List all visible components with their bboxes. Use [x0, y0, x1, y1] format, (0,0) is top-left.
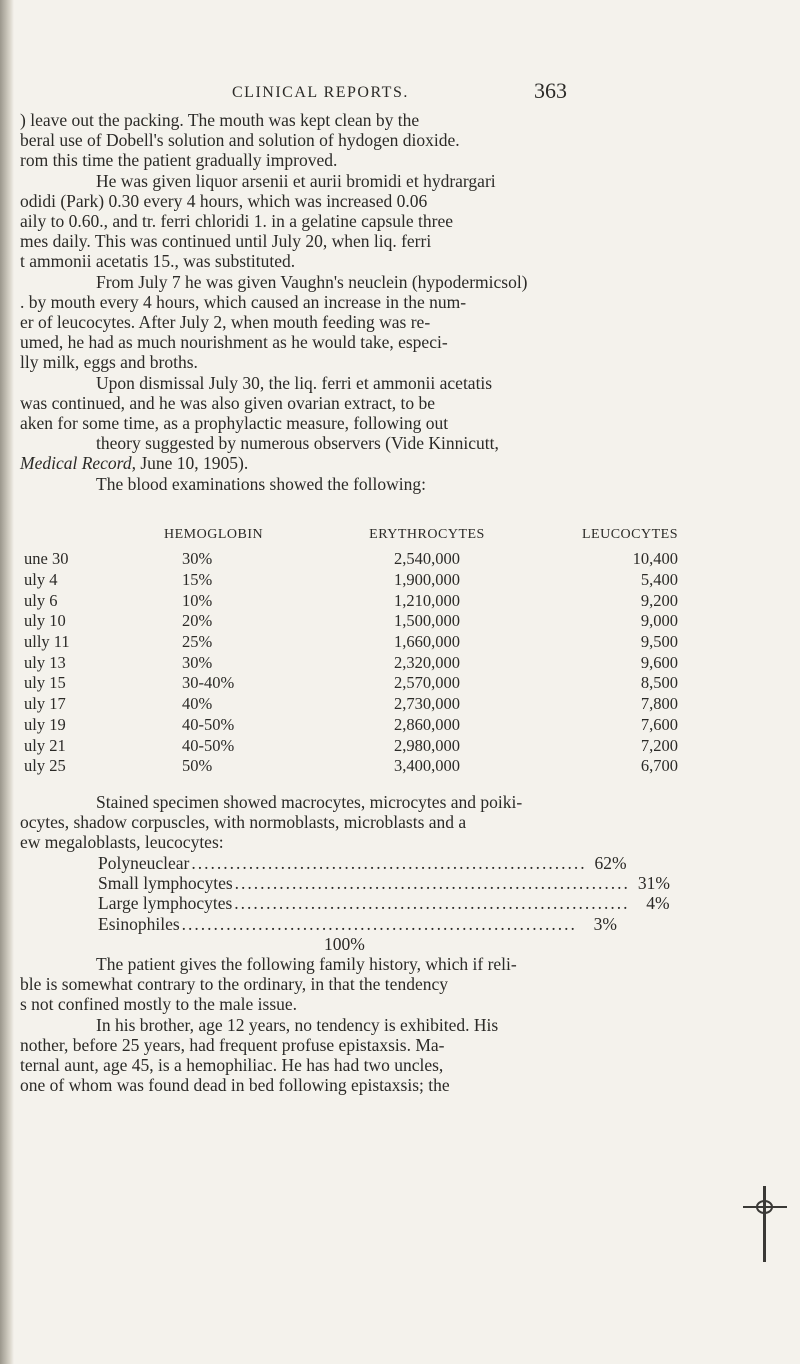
text-line: aily to 0.60., and tr. ferri chloridi 1. in a gelatine capsule three [20, 211, 453, 232]
header-date [24, 527, 164, 549]
journal-title: Medical Record, [20, 453, 136, 474]
text-line: Stained specimen showed macrocytes, microcytes and poiki- [96, 792, 523, 812]
text-line: ble is somewhat contrary to the ordinary, in that the tendency [20, 974, 448, 995]
erythrocytes-cell: 2,730,000 [394, 694, 460, 714]
text-line: er of leucocytes. After July 2, when mouth feeding was re- [20, 312, 431, 333]
header-hemoglobin: HEMOGLOBIN [164, 527, 264, 542]
text-line: theory suggested by numerous observers (Vide Kinnicutt, [96, 433, 499, 454]
text-line: s not confined mostly to the male issue. [20, 994, 298, 1015]
text-line: The patient gives the following family history, which if reli- [96, 954, 517, 974]
date-cell: uly 17 [24, 694, 66, 714]
date-cell: uly 4 [24, 570, 58, 590]
leader-dots: .............................................................. [234, 893, 630, 914]
body-text-top [20, 110, 652, 494]
text-line: rom this time the patient gradually improved. [20, 150, 338, 171]
hemoglobin-cell: 40-50% [182, 714, 235, 734]
text-line: ew megaloblasts, leucocytes: [20, 832, 224, 853]
date-cell: une 30 [24, 549, 69, 569]
date-cell: uly 19 [24, 714, 66, 734]
erythrocytes-cell: 1,500,000 [394, 611, 460, 631]
text-line: Upon dismissal July 30, the liq. ferri et ammonii acetatis [96, 372, 493, 393]
hemoglobin-cell: 15% [182, 570, 213, 590]
table-row [24, 549, 678, 570]
date-cell: uly 13 [24, 652, 66, 672]
table-row [24, 735, 678, 756]
text-line: ocytes, shadow corpuscles, with normoblasts, microblasts and a [20, 812, 467, 833]
text-line: nother, before 25 years, had frequent profuse epistaxsis. Ma- [20, 1034, 445, 1055]
differential-label: Polyneuclear [98, 853, 190, 873]
differential-count [98, 853, 670, 954]
hemoglobin-cell: 20% [182, 611, 213, 631]
date-cell: uly 6 [24, 590, 58, 610]
table-row [24, 590, 678, 611]
table-row [24, 570, 678, 591]
differential-value: 62% [594, 853, 627, 873]
text-line: . by mouth every 4 hours, which caused an increase in the num- [20, 291, 467, 312]
page-header [0, 78, 800, 108]
differential-total: 100% [324, 933, 365, 954]
text-line: one of whom was found dead in bed following epistaxsis; the [20, 1075, 450, 1096]
text-line: aken for some time, as a prophylactic measure, following out [20, 413, 449, 434]
leucocytes-cell: 9,200 [640, 590, 678, 610]
leucocytes-cell: 9,500 [640, 632, 678, 652]
table-row [24, 715, 678, 736]
text-line: beral use of Dobell's solution and solution of hydogen dioxide. [20, 130, 460, 151]
text-line: ternal aunt, age 45, is a hemophiliac. He has had two uncles, [20, 1055, 444, 1076]
page-gutter-shadow [0, 0, 14, 1364]
date-cell: uly 10 [24, 611, 66, 631]
leader-dots: .............................................................. [181, 913, 577, 934]
text-line: ) leave out the packing. The mouth was kept clean by the [20, 110, 420, 130]
page-number: 363 [534, 78, 567, 103]
table-row [24, 652, 678, 673]
hemoglobin-cell: 30% [182, 549, 213, 569]
differential-row [98, 853, 627, 873]
hemoglobin-cell: 30% [182, 652, 213, 672]
differential-label: Esinophiles [98, 913, 180, 934]
running-head: CLINICAL REPORTS. [232, 84, 409, 101]
text-line: In his brother, age 12 years, no tendency is exhibited. His [96, 1014, 499, 1035]
differential-row [98, 893, 670, 914]
text-line: mes daily. This was continued until July 20, when liq. ferri [20, 231, 432, 252]
leucocytes-cell: 9,000 [640, 611, 678, 631]
erythrocytes-cell: 2,540,000 [394, 549, 460, 569]
erythrocytes-cell: 2,860,000 [394, 714, 460, 734]
differential-row [98, 913, 617, 934]
date-cell: ully 11 [24, 632, 70, 652]
text-line: t ammonii acetatis 15., was substituted. [20, 251, 296, 272]
header-erythrocytes: ERYTHROCYTES [369, 527, 485, 542]
differential-label: Small lymphocytes [98, 873, 233, 894]
date-cell: uly 21 [24, 735, 66, 755]
leucocytes-cell: 10,400 [632, 549, 678, 569]
text-line: lly milk, eggs and broths. [20, 352, 198, 373]
leader-dots: .............................................................. [234, 873, 630, 894]
erythrocytes-cell: 1,900,000 [394, 570, 460, 590]
text-line: umed, he had as much nourishment as he would take, especi- [20, 332, 448, 353]
table-header-row [24, 527, 678, 549]
table-row [24, 756, 678, 777]
erythrocytes-cell: 1,660,000 [394, 632, 460, 652]
differential-row [98, 873, 670, 894]
date-cell: uly 15 [24, 673, 66, 693]
hemoglobin-cell: 50% [182, 756, 213, 776]
header-leucocytes: LEUCOCYTES [582, 527, 678, 542]
hemoglobin-cell: 40% [182, 694, 213, 714]
leucocytes-cell: 7,800 [640, 694, 678, 714]
erythrocytes-cell: 3,400,000 [394, 756, 460, 776]
leucocytes-cell: 5,400 [640, 570, 678, 590]
table-row [24, 694, 678, 715]
family-history-paragraph [20, 954, 652, 1095]
erythrocytes-cell: 1,210,000 [394, 590, 460, 610]
blood-examination-table [24, 527, 678, 777]
text-line: From July 7 he was given Vaughn's neuclein (hypodermicsol) [96, 271, 528, 292]
text-line: He was given liquor arsenii et aurii bromidi et hydrargari [96, 170, 496, 191]
table-row [24, 611, 678, 632]
text-line: was continued, and he was also given ovarian extract, to be [20, 392, 436, 413]
differential-value: 3% [593, 913, 617, 934]
erythrocytes-cell: 2,320,000 [394, 652, 460, 672]
blood-intro: The blood examinations showed the following: [96, 473, 427, 494]
erythrocytes-cell: 2,570,000 [394, 673, 460, 693]
leucocytes-cell: 7,600 [640, 714, 678, 734]
leucocytes-cell: 7,200 [640, 735, 678, 755]
hemoglobin-cell: 25% [182, 632, 213, 652]
leucocytes-cell: 8,500 [640, 673, 678, 693]
leucocytes-cell: 9,600 [640, 652, 678, 672]
hemoglobin-cell: 40-50% [182, 735, 235, 755]
leucocytes-cell: 6,700 [640, 756, 678, 776]
hemoglobin-cell: 10% [182, 590, 213, 610]
text-line: odidi (Park) 0.30 every 4 hours, which was increased 0.06 [20, 190, 428, 211]
leader-dots: .............................................................. [191, 853, 587, 873]
journal-date: June 10, 1905). [135, 453, 249, 474]
erythrocytes-cell: 2,980,000 [394, 735, 460, 755]
date-cell: uly 25 [24, 756, 66, 776]
stained-paragraph [20, 792, 652, 853]
differential-value: 4% [646, 893, 670, 914]
differential-value: 31% [637, 873, 670, 894]
hemoglobin-cell: 30-40% [182, 673, 235, 693]
table-row [24, 673, 678, 694]
citation-line [20, 453, 652, 473]
differential-label: Large lymphocytes [98, 893, 233, 914]
registration-mark-icon [743, 1172, 787, 1260]
table-row [24, 632, 678, 653]
